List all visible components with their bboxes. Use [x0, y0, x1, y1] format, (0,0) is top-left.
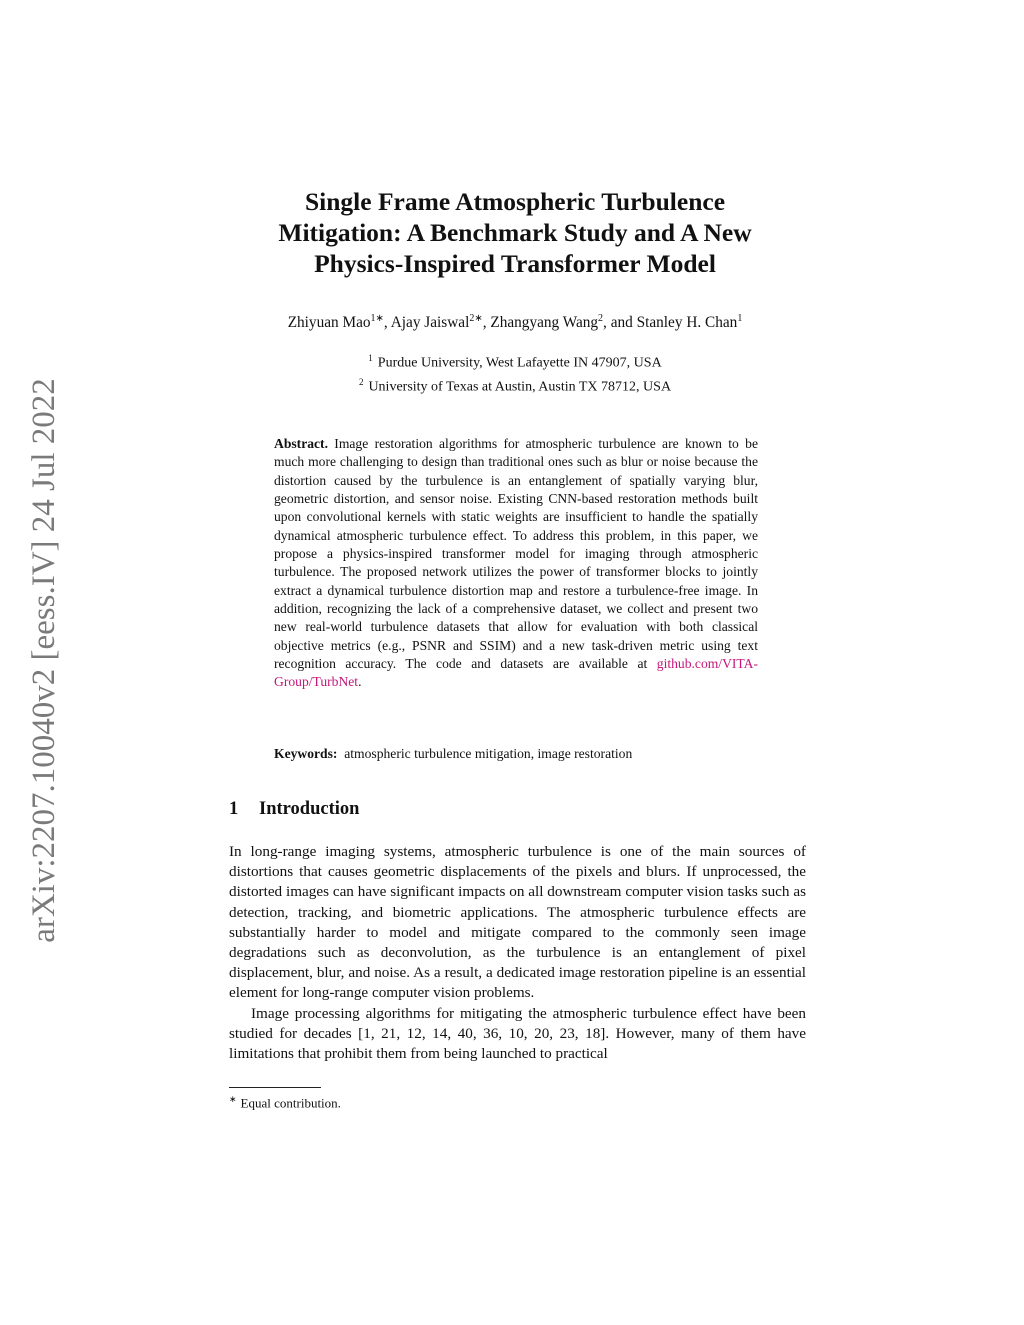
section-heading — [229, 799, 359, 820]
arxiv-identifier — [8, 365, 80, 955]
author-separator: , and — [603, 314, 637, 332]
author-name: Zhangyang Wang — [490, 314, 599, 332]
paper-title — [210, 186, 820, 279]
author-name: Stanley H. Chan — [636, 314, 738, 332]
author-mark: 1 — [737, 313, 743, 324]
affiliations — [200, 349, 830, 396]
author-name: Zhiyuan Mao — [287, 314, 371, 332]
footnote-mark: ∗ — [229, 1094, 237, 1104]
title-line: Single Frame Atmospheric Turbulence — [304, 187, 726, 216]
affiliation-mark: 1 — [368, 353, 373, 363]
keywords-text: atmospheric turbulence mitigation, image restoration — [344, 746, 633, 761]
section-number: 1 — [229, 799, 239, 819]
keywords-label: Keywords: — [274, 746, 338, 761]
affiliation-mark: 2 — [358, 376, 364, 387]
keywords — [274, 746, 758, 762]
author-separator: , — [383, 314, 391, 332]
author-separator: , — [482, 314, 491, 332]
affiliation-text: University of Texas at Austin, Austin TX 78712, USA — [368, 379, 672, 395]
author-list — [200, 313, 830, 332]
title-line: Mitigation: A Benchmark Study and A New — [278, 218, 752, 247]
section-title: Introduction — [259, 799, 360, 819]
abstract-label: Abstract. — [274, 436, 328, 451]
paragraph: Image processing algorithms for mitigating the atmospheric turbulence effect have been studied for decades [1, 21, 12, 14, 40, 36, 10, 20, 23, 18]. However, many of them have limitations that prohibit them from being launched to practical — [229, 1004, 806, 1063]
affiliation — [200, 373, 830, 397]
footnote — [229, 1094, 341, 1111]
footnote-text: Equal contribution. — [240, 1095, 341, 1111]
section-body — [229, 842, 806, 1064]
arxiv-identifier-text: arXiv:2207.10040v2 [eess.IV] 24 Jul 2022 — [25, 377, 62, 943]
paragraph: In long-range imaging systems, atmospheric turbulence is one of the main sources of distortions that causes geometric displacements of the pixels and blurs. If unprocessed, the distorted images can have significant impacts on all downstream computer vision tasks such as detection, tracking, and biometric applications. The atmospheric turbulence effects are substantially harder to model and mitigate compared to the commonly seen image degradations such as deconvolution, as the turbulence is an entanglement of pixel displacement, blur, and noise. As a result, a dedicated image restoration pipeline is an essential element for long-range computer vision problems. — [229, 843, 806, 1002]
affiliation — [200, 349, 830, 373]
abstract-text: Image restoration algorithms for atmospheric turbulence are known to be much more challenging to design than traditional ones such as blur or noise because the distortion caused by the turbulence is an entanglement of spatially varying blur, geometric distortion, and sensor noise. Existing CNN-based restoration methods built upon convolutional kernels with static weights are insufficient to handle the spatially dynamical atmospheric turbulence effect. To address this problem, in this paper, we propose a physics-inspired transformer model for imaging through atmospheric turbulence. The proposed network utilizes the power of transformer blocks to jointly extract a dynamical turbulence distortion map and restore a turbulence-free image. In addition, recognizing the lack of a comprehensive dataset, we collect and present two new real-world turbulence datasets that allow for evaluation with both classical objective metrics (e.g., PSNR and SSIM) and a new task-driven metric using text recognition accuracy. The code and datasets are available at — [274, 436, 758, 672]
title-line: Physics-Inspired Transformer Model — [314, 249, 716, 278]
abstract-end: . — [358, 674, 362, 690]
author-mark: 2 — [598, 313, 604, 324]
author-mark: 2∗ — [469, 313, 483, 324]
author-name: Ajay Jaiswal — [390, 314, 470, 332]
abstract — [274, 435, 758, 692]
code-link[interactable]: github.com/VITA-Group/TurbNet — [274, 656, 758, 690]
author-mark: 1∗ — [370, 313, 384, 324]
affiliation-text: Purdue University, West Lafayette IN 47907, USA — [377, 355, 662, 371]
footnote-rule — [229, 1087, 321, 1088]
